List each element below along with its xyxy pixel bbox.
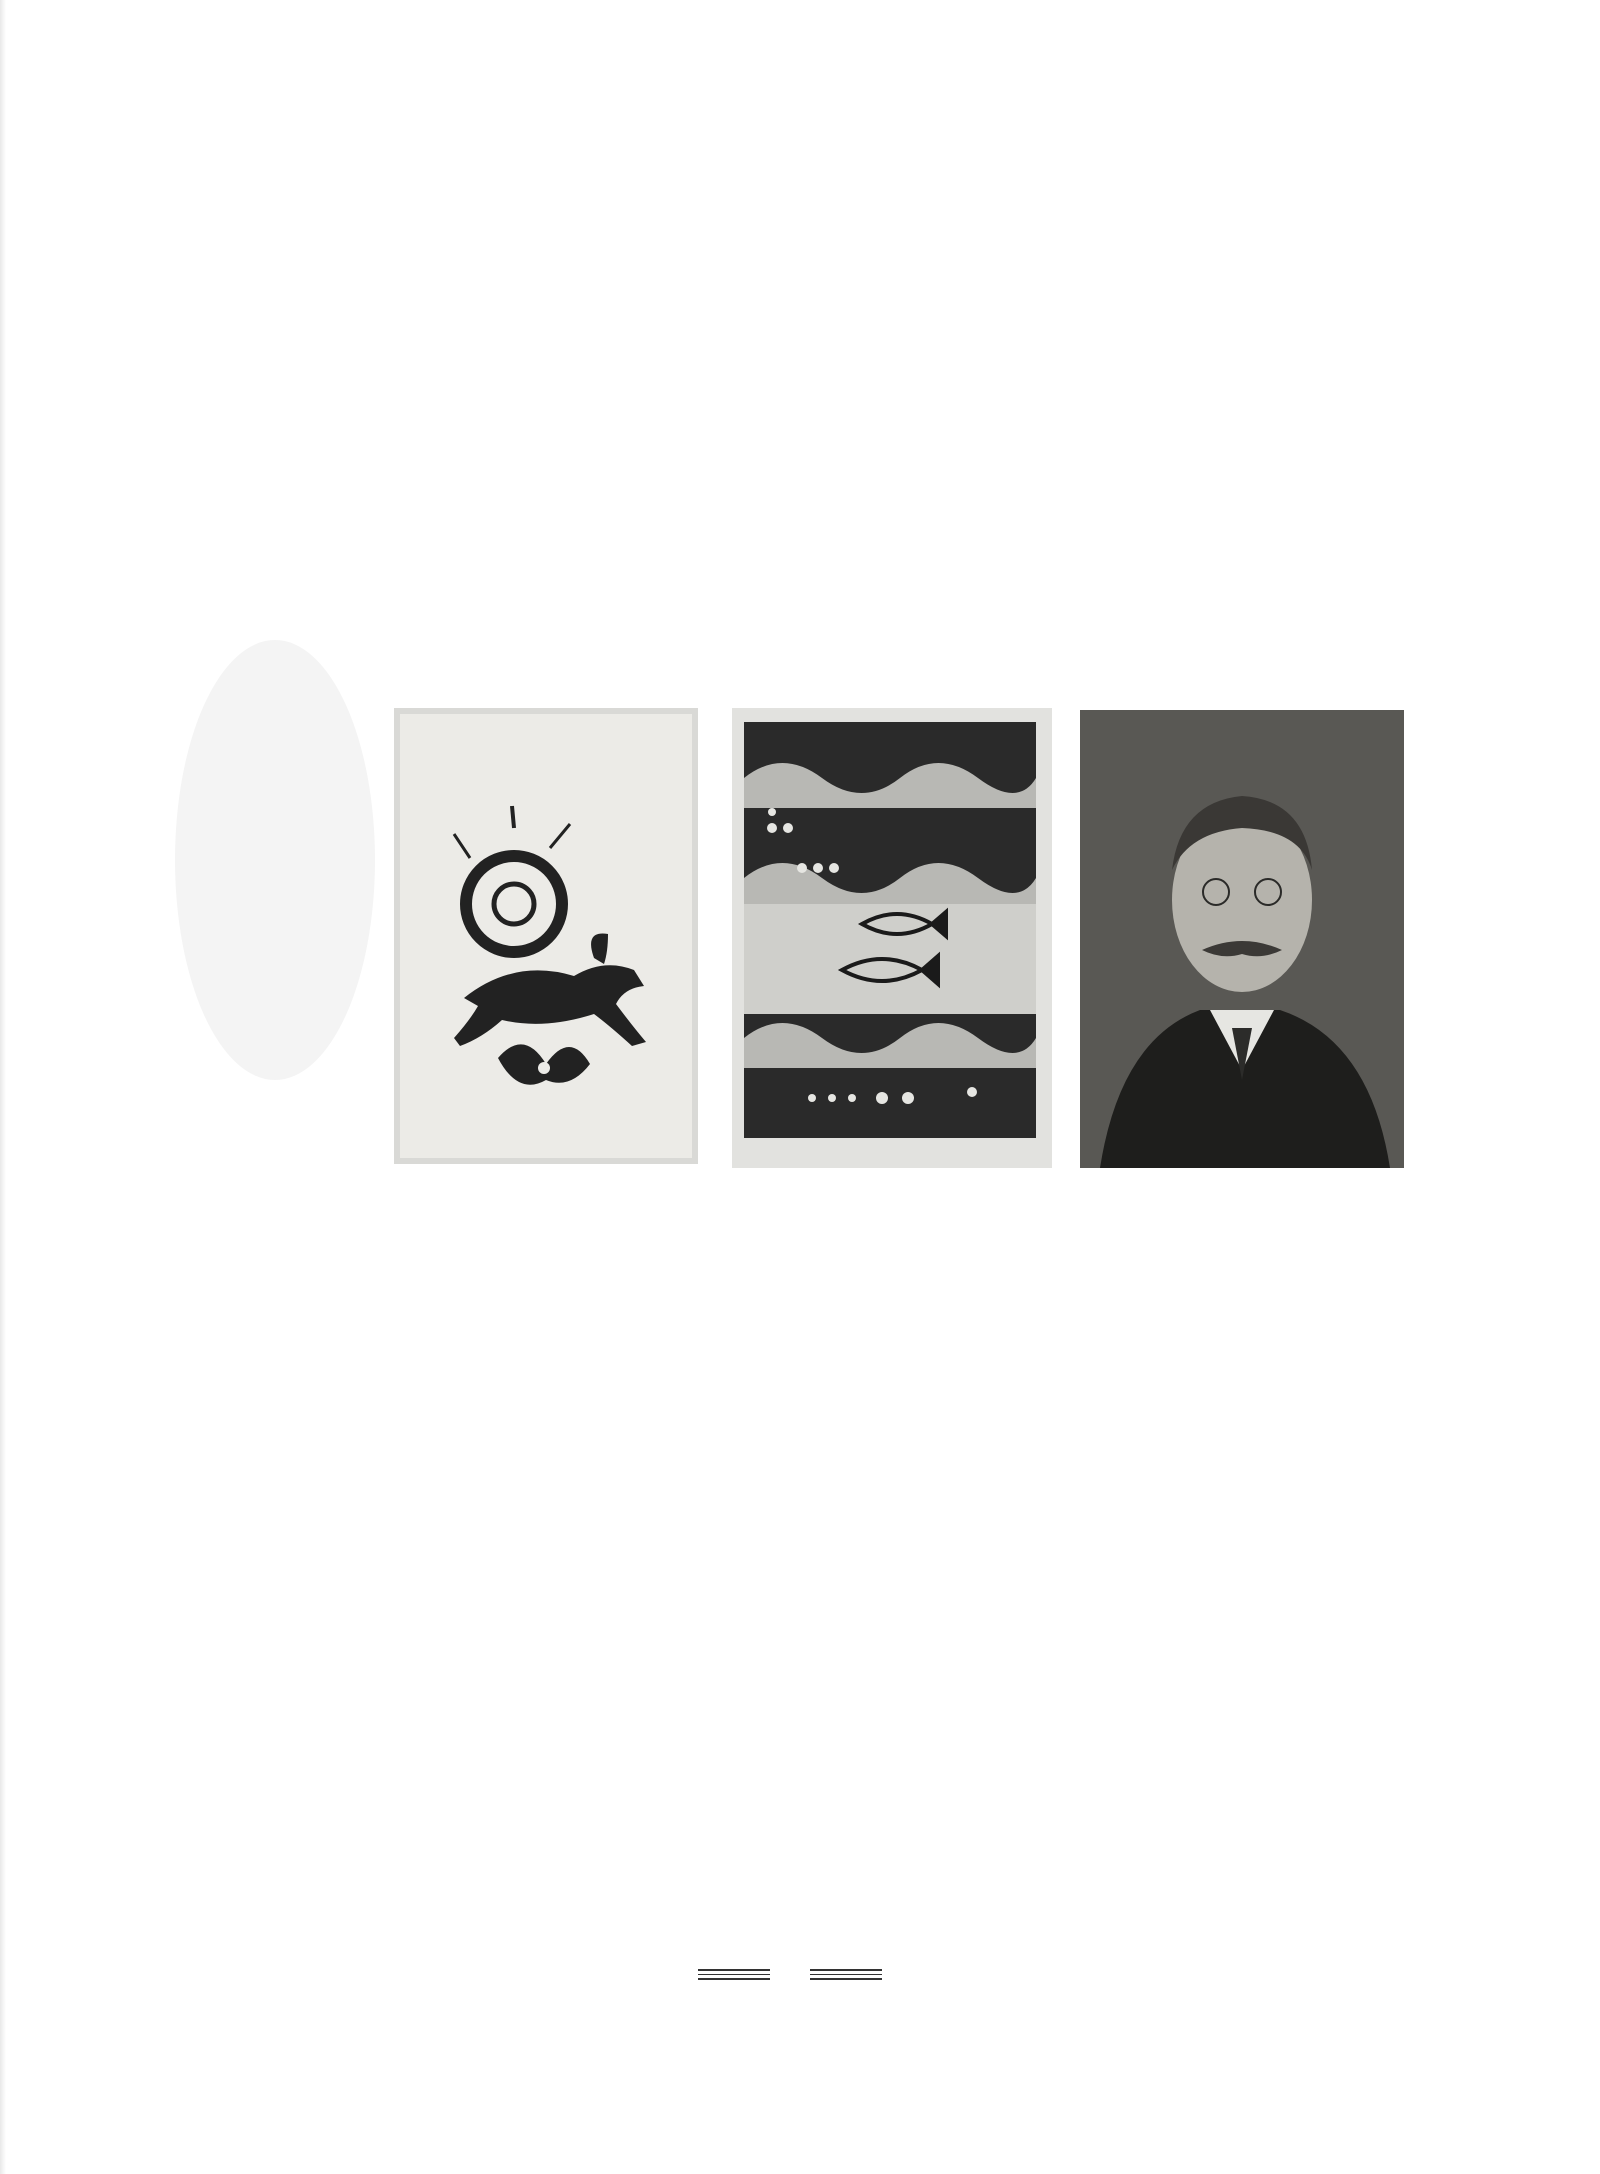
page-footer: [680, 1962, 900, 1992]
footer-rule-right: [810, 1969, 882, 1983]
show-through-shadow: [175, 640, 375, 1080]
page-binding-shadow: [0, 0, 6, 2174]
figure-59-image: [394, 708, 698, 1164]
figure-60: [732, 708, 1052, 1168]
footer-rule-left: [698, 1969, 770, 1983]
figure-59: [394, 708, 698, 1164]
figure-61: [1080, 710, 1404, 1168]
figure-61-photo: [1080, 710, 1404, 1168]
figure-60-image: [732, 708, 1052, 1168]
figures-row: [394, 708, 1404, 1248]
